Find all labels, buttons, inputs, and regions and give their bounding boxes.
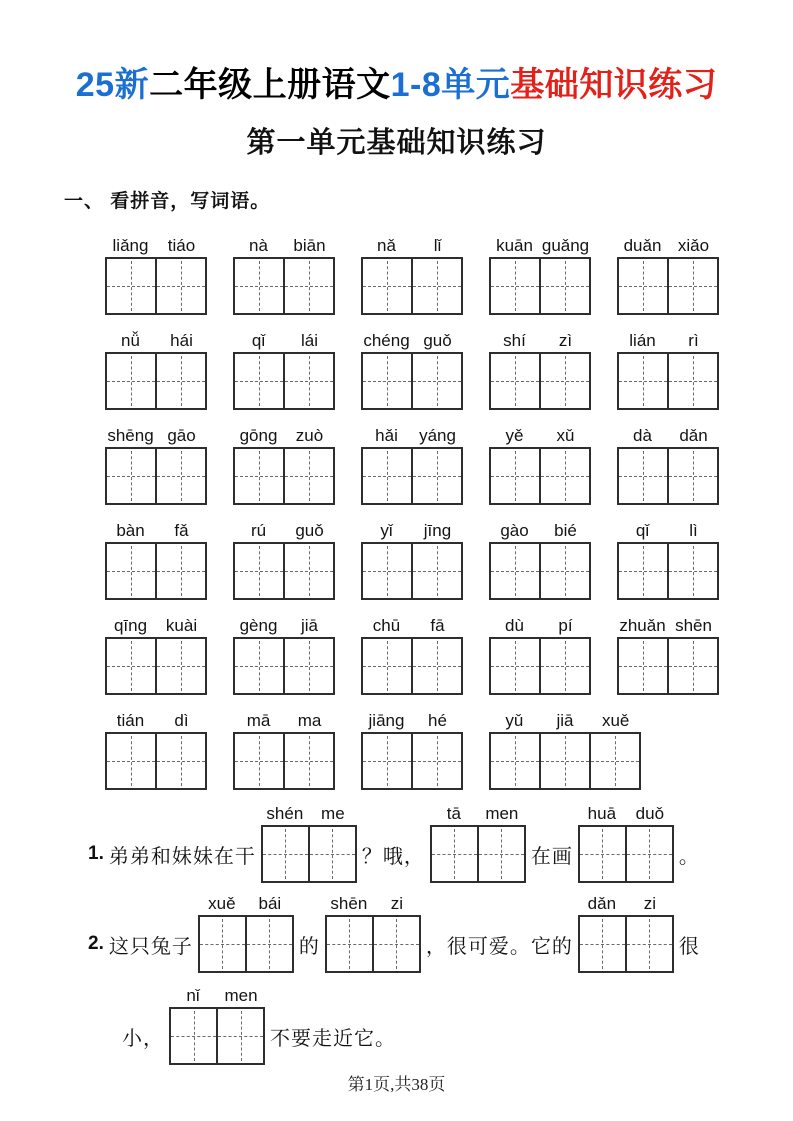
writing-cell [283,259,333,313]
writing-box [105,257,207,315]
pinyin-syllable: chéng [363,331,410,350]
pinyin-word-group [361,233,463,315]
pinyin-syllable: dà [633,426,652,445]
sentence-text: 在画 [530,845,573,868]
pinyin-row [105,518,793,600]
pinyin-grid [0,233,793,790]
pinyin-syllable: shēn [330,894,368,913]
writing-cell [411,544,461,598]
writing-cell [363,544,411,598]
section-heading: 一、 看拼音，写词语。 [64,191,271,212]
fill-in-sentence [88,893,793,973]
pinyin-syllable: xǔ [556,426,575,445]
writing-box [325,915,421,973]
writing-cell [107,734,155,788]
writing-box [617,447,719,505]
pinyin-syllable: yǔ [505,711,524,730]
sentence-writing-box [578,894,674,973]
writing-box [361,637,463,695]
writing-cell [283,544,333,598]
writing-cell [411,734,461,788]
sentence-text: 不要走近它。 [270,1027,396,1050]
pinyin-word-group [361,518,463,600]
writing-box [105,447,207,505]
pinyin-label [233,328,335,352]
pinyin-label [105,708,207,732]
writing-box [489,637,591,695]
writing-cell [155,259,205,313]
writing-cell [235,354,283,408]
pinyin-label [198,891,294,913]
writing-box [233,257,335,315]
fill-in-sentence [122,985,793,1065]
pinyin-label [617,613,719,637]
sentence-writing-box [578,804,674,883]
pinyin-syllable: xiǎo [677,236,710,255]
writing-box [617,542,719,600]
writing-cell [625,827,672,881]
pinyin-label [430,801,526,823]
unit-title: 第一单元基础知识练习 [246,127,547,159]
pinyin-word-group [617,613,719,695]
pinyin-row [105,328,793,410]
document-title [0,64,793,106]
pinyin-syllable: fǎ [174,521,189,540]
writing-box [361,257,463,315]
pinyin-syllable: zuò [295,426,324,445]
writing-cell [411,259,461,313]
pinyin-syllable: zi [390,894,403,913]
writing-cell [235,544,283,598]
pinyin-label [233,708,335,732]
writing-cell [283,734,333,788]
pinyin-word-group [489,518,591,600]
pinyin-syllable: yǐ [380,521,393,540]
pinyin-word-group [105,328,207,410]
pinyin-word-group [105,708,207,790]
pinyin-label [617,328,719,352]
writing-cell [216,1009,263,1063]
writing-box [261,825,357,883]
sentence-text: 很 [678,935,700,958]
pinyin-label [233,613,335,637]
pinyin-row [105,233,793,315]
writing-cell [619,259,667,313]
sentence-text: 。 [678,845,700,868]
pinyin-syllable: gōng [239,426,278,445]
sentence-text: 小， [122,1027,164,1050]
pinyin-syllable: yáng [419,426,456,445]
writing-cell [155,449,205,503]
writing-cell [667,354,717,408]
writing-box [105,732,207,790]
pinyin-word-group [233,518,335,600]
writing-cell [235,259,283,313]
writing-cell [539,544,589,598]
pinyin-syllable: jiā [300,616,318,635]
writing-box [617,257,719,315]
pinyin-label [617,518,719,542]
pinyin-syllable: me [321,804,345,823]
writing-box [578,825,674,883]
pinyin-word-group [361,328,463,410]
writing-cell [411,354,461,408]
pinyin-syllable: jiāng [368,711,405,730]
sentence-number: 2. [88,933,104,954]
writing-box [233,732,335,790]
pinyin-syllable: dù [505,616,524,635]
pinyin-syllable: nǎ [377,236,396,255]
writing-cell [363,734,411,788]
pinyin-word-group [233,423,335,505]
pinyin-syllable: gào [500,521,529,540]
sentence-text: 弟弟和妹妹在干 [108,845,256,868]
pinyin-word-group [617,233,719,315]
writing-box [361,542,463,600]
pinyin-syllable: bái [258,894,282,913]
pinyin-label [617,233,719,257]
pinyin-label [578,801,674,823]
pinyin-syllable: men [485,804,519,823]
writing-cell [432,827,477,881]
pinyin-syllable: hái [170,331,193,350]
pinyin-syllable: zì [558,331,573,350]
pinyin-syllable: nǚ [121,331,140,350]
writing-cell [263,827,308,881]
pinyin-syllable: guǒ [423,331,452,350]
page-number: 第1页,共38页 [347,1075,446,1094]
pinyin-syllable: men [224,986,258,1005]
pinyin-word-group [105,423,207,505]
pinyin-word-group [489,613,591,695]
pinyin-row [105,423,793,505]
pinyin-syllable: jīng [423,521,452,540]
writing-cell [491,354,539,408]
pinyin-word-group [233,613,335,695]
writing-cell [372,917,419,971]
writing-box [617,352,719,410]
writing-cell [667,544,717,598]
title-segment: 1-8单元 [390,66,511,104]
writing-cell [580,827,625,881]
pinyin-syllable: qīng [113,616,148,635]
pinyin-label [325,891,421,913]
writing-cell [363,259,411,313]
pinyin-word-group [489,423,591,505]
pinyin-label [361,708,463,732]
sentence-text: 这只兔子 [108,935,193,958]
writing-cell [619,449,667,503]
pinyin-label [489,613,591,637]
writing-cell [539,449,589,503]
pinyin-label [361,423,463,447]
pinyin-syllable: tián [116,711,145,730]
pinyin-syllable: xuě [208,894,236,913]
writing-cell [539,734,589,788]
writing-cell [171,1009,216,1063]
writing-box [617,637,719,695]
pinyin-syllable: shēng [107,426,154,445]
writing-box [489,732,641,790]
pinyin-word-group [233,233,335,315]
pinyin-word-group [105,518,207,600]
pinyin-word-group [233,328,335,410]
pinyin-syllable: lián [629,331,656,350]
title-segment: 二年级上册语文 [149,66,391,104]
sentence-writing-box [261,804,357,883]
pinyin-label [169,983,265,1005]
writing-cell [477,827,524,881]
writing-cell [155,639,205,693]
pinyin-syllable: duǎn [623,236,662,255]
writing-box [233,352,335,410]
pinyin-label [233,233,335,257]
pinyin-label [233,423,335,447]
pinyin-syllable: zhuǎn [619,616,666,635]
writing-box [489,352,591,410]
pinyin-syllable: hǎi [375,426,398,445]
writing-box [233,447,335,505]
writing-cell [107,544,155,598]
writing-cell [107,449,155,503]
writing-cell [107,259,155,313]
fill-in-sentence [88,803,793,883]
pinyin-syllable: shén [266,804,304,823]
writing-cell [155,544,205,598]
pinyin-word-group [105,233,207,315]
sentence-writing-box [198,894,294,973]
pinyin-syllable: lái [300,331,318,350]
pinyin-word-group [361,708,463,790]
pinyin-label [489,328,591,352]
pinyin-syllable: mā [246,711,271,730]
pinyin-syllable: dǎn [679,426,708,445]
pinyin-syllable: dì [174,711,189,730]
pinyin-label [233,518,335,542]
writing-box [489,542,591,600]
writing-cell [667,449,717,503]
sentence-writing-box [325,894,421,973]
writing-cell [589,734,639,788]
pinyin-syllable: tā [446,804,461,823]
writing-cell [363,354,411,408]
writing-cell [411,449,461,503]
pinyin-row [105,613,793,695]
pinyin-syllable: kuān [496,236,533,255]
pinyin-label [105,328,207,352]
pinyin-label [261,801,357,823]
writing-cell [580,917,625,971]
pinyin-label [361,328,463,352]
pinyin-syllable: bié [554,521,577,540]
writing-cell [107,354,155,408]
pinyin-word-group [617,518,719,600]
writing-box [361,732,463,790]
writing-cell [155,734,205,788]
pinyin-word-group [361,613,463,695]
pinyin-syllable: liǎng [112,236,149,255]
pinyin-label [489,708,641,732]
pinyin-label [489,233,591,257]
title-segment: 基础知识练习 [510,66,718,104]
writing-cell [491,544,539,598]
pinyin-word-group [489,328,591,410]
writing-cell [363,639,411,693]
pinyin-syllable: lì [689,521,698,540]
pinyin-word-group [617,328,719,410]
pinyin-syllable: fā [430,616,445,635]
writing-box [361,447,463,505]
pinyin-word-group [489,708,641,790]
pinyin-label [578,891,674,913]
pinyin-label [361,613,463,637]
pinyin-syllable: rú [250,521,267,540]
pinyin-syllable: nà [249,236,268,255]
writing-cell [491,259,539,313]
writing-cell [539,259,589,313]
writing-box [489,257,591,315]
writing-box [233,637,335,695]
pinyin-syllable: biān [293,236,326,255]
pinyin-syllable: guǒ [295,521,324,540]
pinyin-syllable: yě [505,426,524,445]
writing-cell [539,639,589,693]
pinyin-syllable: rì [688,331,699,350]
writing-box [489,447,591,505]
pinyin-syllable: qǐ [635,521,650,540]
writing-cell [283,354,333,408]
pinyin-syllable: bàn [116,521,145,540]
writing-cell [491,449,539,503]
writing-box [105,637,207,695]
sentence-writing-box [169,986,265,1065]
pinyin-syllable: tiáo [167,236,196,255]
pinyin-syllable: xuě [601,711,630,730]
writing-cell [235,449,283,503]
writing-cell [245,917,292,971]
pinyin-word-group [617,423,719,505]
pinyin-syllable: ma [297,711,322,730]
writing-cell [619,639,667,693]
pinyin-syllable: shēn [675,616,712,635]
pinyin-syllable: duǒ [635,804,665,823]
writing-cell [619,544,667,598]
pinyin-row [105,708,793,790]
pinyin-syllable: gāo [167,426,196,445]
pinyin-label [489,423,591,447]
writing-box [105,352,207,410]
writing-box [578,915,674,973]
pinyin-syllable: kuài [165,616,198,635]
pinyin-syllable: lǐ [433,236,442,255]
pinyin-syllable: guǎng [541,236,590,255]
writing-cell [619,354,667,408]
pinyin-syllable: nǐ [186,986,200,1005]
writing-box [430,825,526,883]
writing-cell [107,639,155,693]
pinyin-label [105,613,207,637]
sentences [0,803,793,1065]
writing-cell [539,354,589,408]
pinyin-syllable: huā [587,804,617,823]
pinyin-label [361,233,463,257]
pinyin-syllable: gèng [239,616,278,635]
sentence-text: ，很可爱。它的 [425,935,573,958]
writing-box [169,1007,265,1065]
sentence-text: 的 [298,935,320,958]
writing-cell [667,259,717,313]
pinyin-word-group [361,423,463,505]
writing-cell [155,354,205,408]
pinyin-label [361,518,463,542]
writing-cell [625,917,672,971]
pinyin-syllable: pí [558,616,573,635]
pinyin-label [489,518,591,542]
writing-cell [491,734,539,788]
pinyin-word-group [105,613,207,695]
pinyin-syllable: qǐ [251,331,266,350]
writing-cell [411,639,461,693]
pinyin-syllable: jiā [556,711,574,730]
pinyin-syllable: chū [372,616,401,635]
sentence-writing-box [430,804,526,883]
writing-cell [235,734,283,788]
writing-cell [491,639,539,693]
writing-box [361,352,463,410]
pinyin-label [105,423,207,447]
writing-cell [200,917,245,971]
pinyin-syllable: shí [503,331,526,350]
sentence-text: ？哦， [361,845,425,868]
writing-box [105,542,207,600]
writing-cell [308,827,355,881]
pinyin-syllable: zi [643,894,656,913]
writing-cell [283,449,333,503]
writing-cell [363,449,411,503]
pinyin-label [105,518,207,542]
pinyin-word-group [233,708,335,790]
writing-cell [667,639,717,693]
sentence-number: 1. [88,843,104,864]
writing-box [233,542,335,600]
pinyin-word-group [489,233,591,315]
writing-box [198,915,294,973]
pinyin-syllable: dǎn [587,894,617,913]
pinyin-label [105,233,207,257]
writing-cell [327,917,372,971]
writing-cell [235,639,283,693]
pinyin-label [617,423,719,447]
writing-cell [283,639,333,693]
pinyin-syllable: hé [428,711,447,730]
title-segment: 25新 [75,66,150,104]
